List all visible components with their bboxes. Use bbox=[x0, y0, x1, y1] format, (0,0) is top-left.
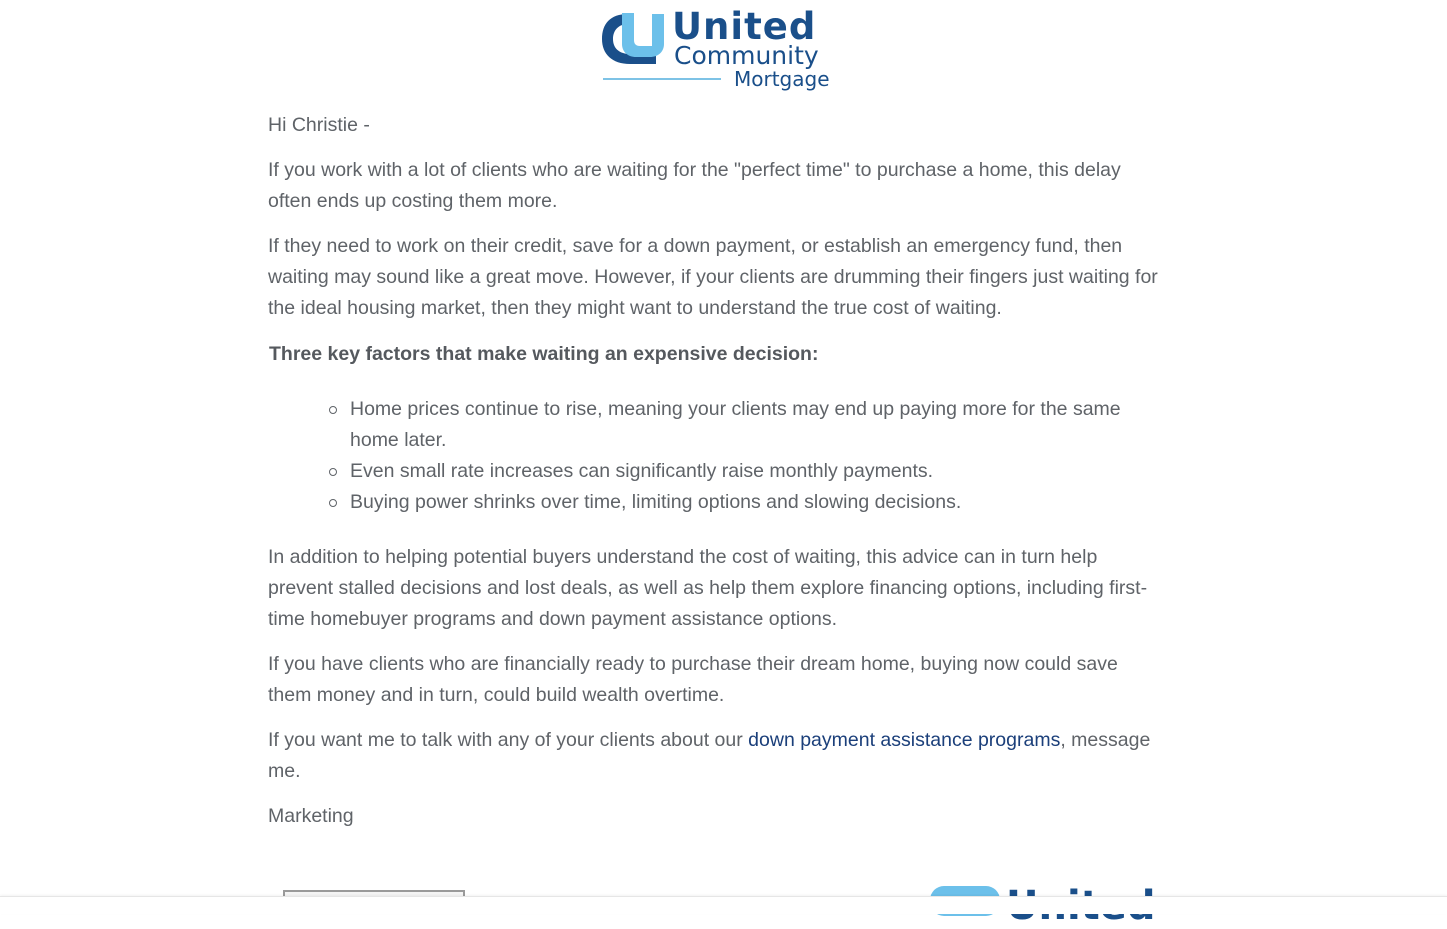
logo-text-mortgage: Mortgage bbox=[734, 67, 830, 91]
paragraph-waiting: If they need to work on their credit, save for a down payment, or establish an emergency fund, then waiting may sound like a great move. However, if your clients are drumming their fingers just waiting for the ideal housing market, then they might want to understand the true cost of waiting. bbox=[268, 235, 1158, 319]
logo-text-united: United bbox=[672, 5, 817, 48]
logo-underline bbox=[603, 78, 721, 80]
paragraph-contact bbox=[268, 725, 1163, 787]
list-item bbox=[350, 456, 1163, 487]
paragraph-benefits: In addition to helping potential buyers understand the cost of waiting, this advice can in turn help prevent stalled decisions and lost deals, as well as help them explore financing options, including first-time homebuyer programs and down payment assistance options. bbox=[268, 546, 1148, 630]
contact-text-after: , message me. bbox=[268, 729, 1151, 782]
bottom-edge bbox=[0, 896, 1447, 914]
factors-heading: Three key factors that make waiting an expensive decision: bbox=[269, 343, 819, 365]
circle-bullet-icon bbox=[329, 499, 337, 507]
email-body bbox=[268, 108, 1163, 832]
signature: Marketing bbox=[268, 805, 354, 827]
greeting: Hi Christie - bbox=[268, 114, 370, 136]
company-logo bbox=[598, 5, 843, 94]
list-item-text: Home prices continue to rise, meaning your clients may end up paying more for the same home later. bbox=[350, 398, 1121, 451]
circle-bullet-icon bbox=[329, 406, 337, 414]
circle-bullet-icon bbox=[329, 468, 337, 476]
list-item-text: Even small rate increases can significantly raise monthly payments. bbox=[350, 460, 934, 482]
list-item-text: Buying power shrinks over time, limiting options and slowing decisions. bbox=[350, 491, 962, 513]
list-item bbox=[350, 487, 1163, 518]
list-item bbox=[350, 394, 1163, 456]
factors-list bbox=[268, 394, 1163, 518]
paragraph-intro: If you work with a lot of clients who are waiting for the "perfect time" to purchase a home, this delay often ends up costing them more. bbox=[268, 159, 1121, 212]
logo-mark-icon bbox=[598, 10, 670, 68]
logo-text-community: Community bbox=[674, 41, 819, 70]
down-payment-assistance-link[interactable]: down payment assistance programs bbox=[748, 729, 1061, 751]
contact-text-before: If you want me to talk with any of your clients about our bbox=[268, 729, 749, 751]
paragraph-ready: If you have clients who are financially ready to purchase their dream home, buying now could save them money and in turn, could build wealth overtime. bbox=[268, 653, 1118, 706]
